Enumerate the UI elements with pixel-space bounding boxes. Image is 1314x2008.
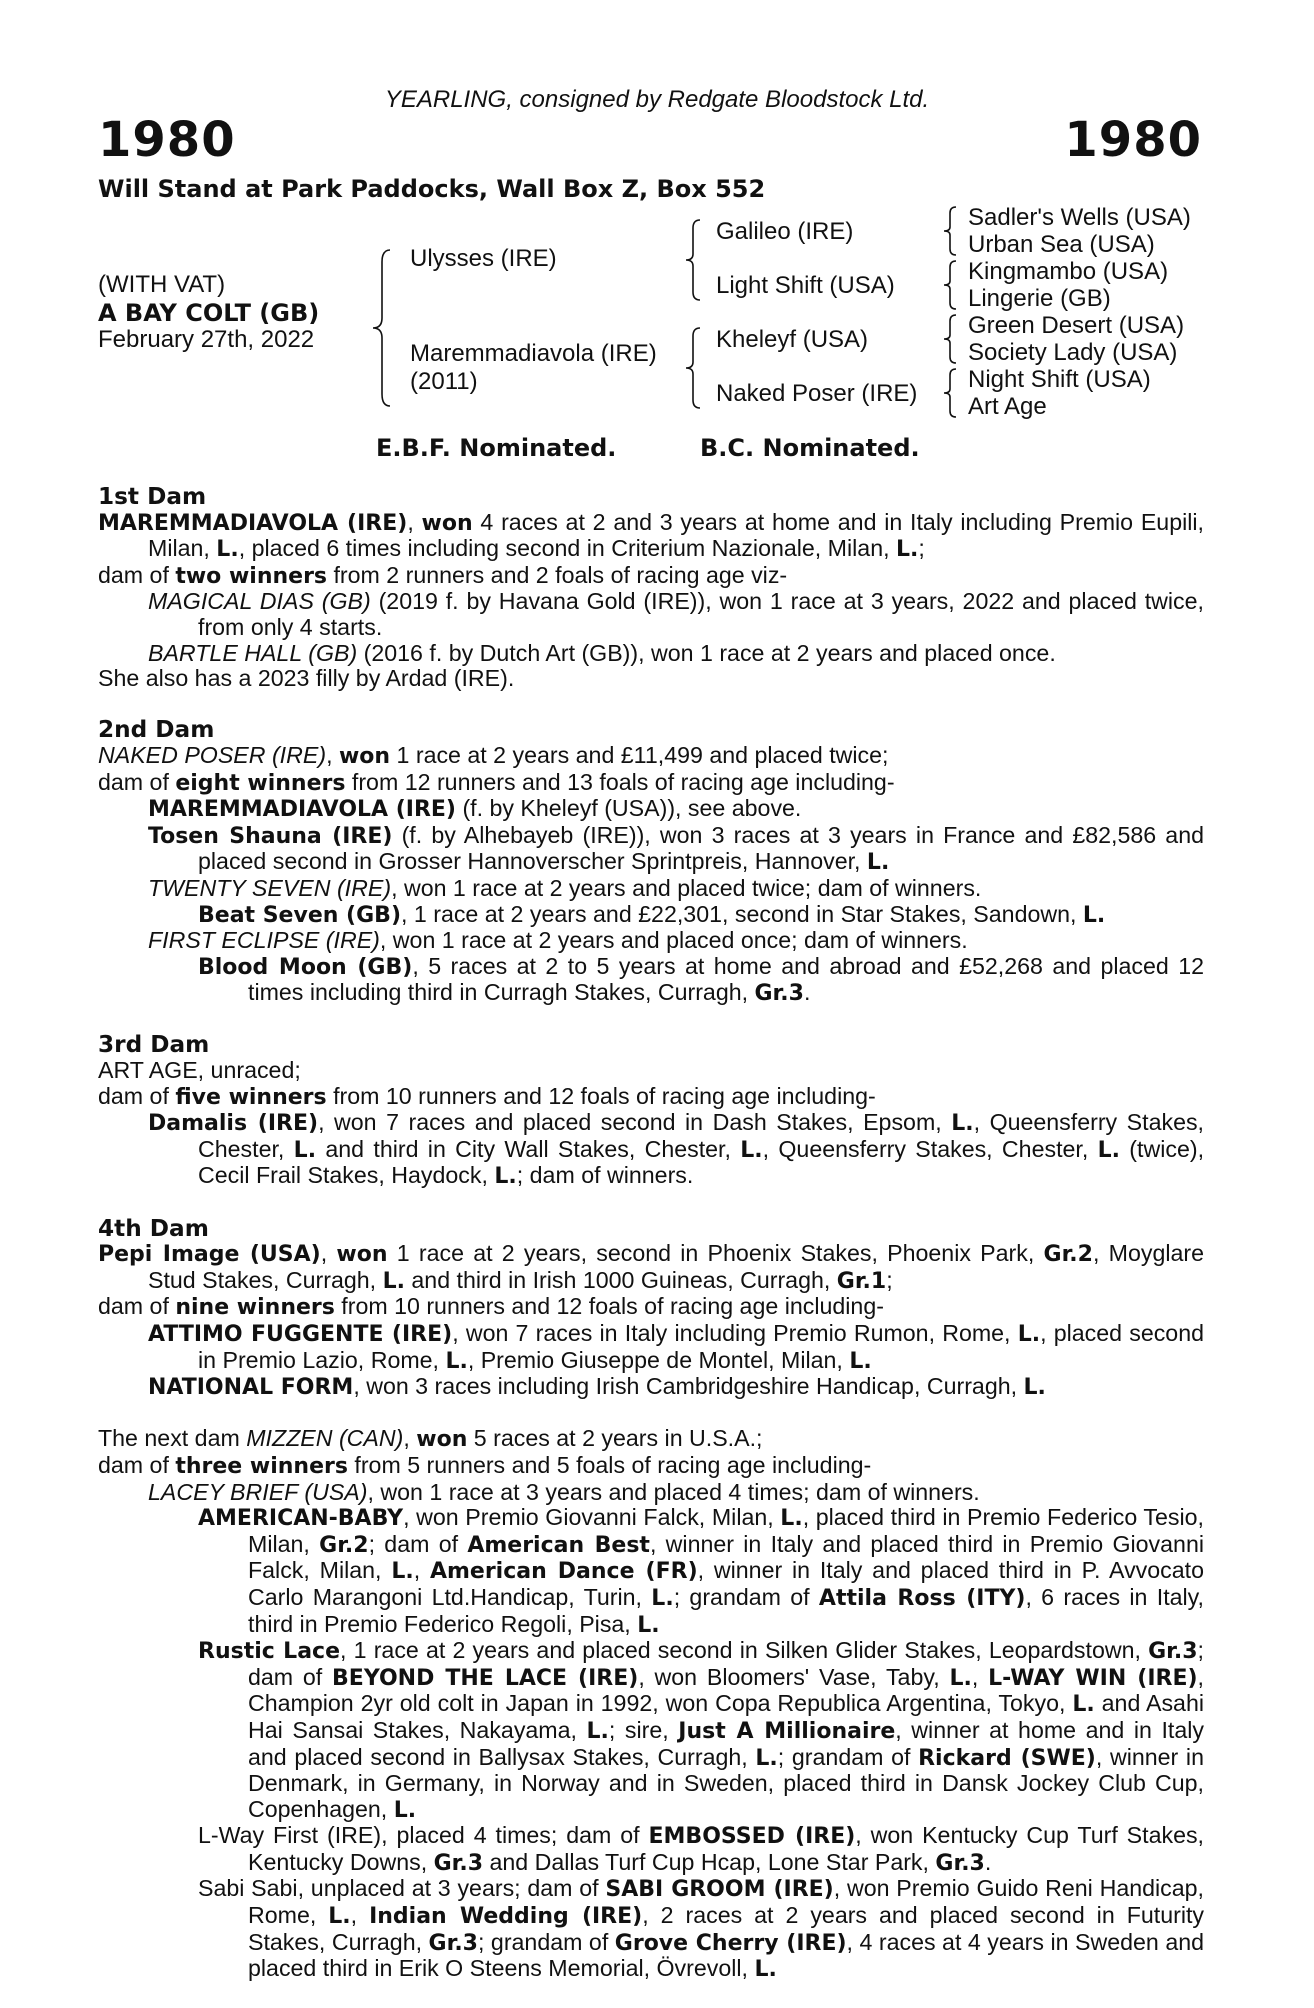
lot-number-right: 1980 bbox=[1064, 112, 1202, 168]
brace-g2 bbox=[942, 259, 958, 311]
dam-section bbox=[98, 1426, 1204, 1982]
dam-section bbox=[98, 484, 1204, 692]
section-heading: 1st Dam bbox=[98, 483, 207, 510]
brace-main bbox=[370, 248, 392, 408]
vat-note: (WITH VAT) bbox=[98, 271, 226, 298]
produce-entry: Damalis (IRE), won 7 races and placed second in Dash Stakes, Epsom, L., Queensferry Stakes, Chester, L. and third in City Wall Stakes, Chester, L., Queensferry Stakes, Chester, L. (twice), Cecil Frail Stakes, Haydock, L.; dam of winners. bbox=[148, 1109, 1205, 1190]
sire-sire: Galileo (IRE) bbox=[716, 218, 854, 245]
bc-nomination: B.C. Nominated. bbox=[700, 434, 920, 462]
produce-entry: AMERICAN-BABY, won Premio Giovanni Falck, Milan, L., placed third in Premio Federico Tesio, Milan, Gr.2; dam of American Best, winner in Italy and placed third in Premio Giovanni Falck, Milan, L., American Dance (FR), winner in Italy and placed third in P. Avvocato Carlo Marangoni Ltd.Handicap, Turin, L.; grandam of Attila Ross (ITY), 6 races in Italy, third in Premio Federico Regoli, Pisa, L. bbox=[198, 1504, 1204, 1638]
foaling-date: February 27th, 2022 bbox=[98, 326, 315, 353]
ancestor-3: Kingmambo (USA) bbox=[968, 258, 1169, 285]
dam-dam: Naked Poser (IRE) bbox=[716, 380, 918, 407]
brace-sire bbox=[684, 218, 702, 302]
consignment-line: YEARLING, consigned by Redgate Bloodstock Ltd. bbox=[384, 86, 930, 113]
produce-entry: ART AGE, unraced; bbox=[98, 1057, 301, 1084]
section-heading: 2nd Dam bbox=[98, 716, 215, 744]
produce-entry: dam of three winners from 5 runners and 5 foals of racing age including- bbox=[98, 1451, 872, 1479]
ancestor-8: Art Age bbox=[968, 393, 1047, 420]
ancestor-7: Night Shift (USA) bbox=[968, 366, 1151, 393]
dam-section bbox=[98, 1032, 1204, 1190]
produce-entry: BARTLE HALL (GB) (2016 f. by Dutch Art (GB)), won 1 race at 2 years and placed once. bbox=[148, 639, 1056, 666]
produce-entry: NAKED POSER (IRE), won 1 race at 2 years and £11,499 and placed twice; bbox=[98, 741, 889, 769]
produce-entry: MAREMMADIAVOLA (IRE), won 4 races at 2 and 3 years at home and in Italy including Premio Eupili, Milan, L., placed 6 times including second in Criterium Nazionale, Milan, L.; bbox=[98, 508, 1204, 563]
produce-entry: NATIONAL FORM, won 3 races including Irish Cambridgeshire Handicap, Curragh, L. bbox=[148, 1373, 1046, 1401]
produce-entry: dam of nine winners from 10 runners and 12 foals of racing age including- bbox=[98, 1293, 884, 1321]
ebf-nomination: E.B.F. Nominated. bbox=[376, 434, 617, 462]
produce-entry: ATTIMO FUGGENTE (IRE), won 7 races in Italy including Premio Rumon, Rome, L., placed second in Premio Lazio, Rome, L., Premio Giuseppe de Montel, Milan, L. bbox=[148, 1320, 1204, 1374]
ancestor-5: Green Desert (USA) bbox=[968, 312, 1185, 339]
stand-location: Will Stand at Park Paddocks, Wall Box Z, Box 552 bbox=[98, 175, 766, 203]
ancestor-4: Lingerie (GB) bbox=[968, 285, 1111, 312]
produce-entry: TWENTY SEVEN (IRE), won 1 race at 2 years and placed twice; dam of winners. bbox=[148, 874, 982, 901]
ancestor-6: Society Lady (USA) bbox=[968, 339, 1178, 366]
section-heading: 4th Dam bbox=[98, 1214, 209, 1242]
produce-entry: dam of five winners from 10 runners and 12 foals of racing age including- bbox=[98, 1082, 876, 1110]
produce-entry: Blood Moon (GB), 5 races at 2 to 5 years at home and abroad and £52,268 and placed 12 times including third in Curragh Stakes, Curragh, Gr.3. bbox=[198, 952, 1204, 1007]
produce-entry: The next dam MIZZEN (CAN), won 5 races at 2 years in U.S.A.; bbox=[98, 1425, 763, 1453]
produce-entry: L-Way First (IRE), placed 4 times; dam of EMBOSSED (IRE), won Kentucky Cup Turf Stakes, Kentucky Downs, Gr.3 and Dallas Turf Cup Hcap, Lone Star Park, Gr.3. bbox=[198, 1822, 1204, 1876]
dam-section bbox=[98, 717, 1204, 1007]
produce-entry: Tosen Shauna (IRE) (f. by Alhebayeb (IRE)), won 3 races at 3 years in France and £82,586 and placed second in Grosser Hannoverscher Sprintpreis, Hannover, L. bbox=[148, 821, 1204, 876]
produce-entry: dam of eight winners from 12 runners and 13 foals of racing age including- bbox=[98, 768, 895, 796]
dam-section bbox=[98, 1216, 1204, 1401]
produce-entry: dam of two winners from 2 runners and 2 foals of racing age viz- bbox=[98, 561, 788, 589]
produce-entry: LACEY BRIEF (USA), won 1 race at 3 years and placed 4 times; dam of winners. bbox=[148, 1478, 980, 1505]
brace-g3 bbox=[942, 313, 958, 365]
ancestor-1: Sadler's Wells (USA) bbox=[968, 204, 1191, 231]
dam-sire: Kheleyf (USA) bbox=[716, 326, 869, 353]
lot-number-left: 1980 bbox=[98, 112, 236, 168]
produce-record bbox=[98, 484, 1204, 2008]
produce-entry: MAREMMADIAVOLA (IRE) (f. by Kheleyf (USA)), see above. bbox=[148, 795, 802, 823]
produce-entry: She also has a 2023 filly by Ardad (IRE). bbox=[98, 665, 515, 692]
brace-g4 bbox=[942, 367, 958, 419]
produce-entry: MAGICAL DIAS (GB) (2019 f. by Havana Gold (IRE)), won 1 race at 3 years, 2022 and placed twice, from only 4 starts. bbox=[148, 588, 1204, 640]
produce-entry: FIRST ECLIPSE (IRE), won 1 race at 2 years and placed once; dam of winners. bbox=[148, 927, 968, 954]
section-heading: 3rd Dam bbox=[98, 1031, 210, 1059]
ancestor-2: Urban Sea (USA) bbox=[968, 231, 1155, 258]
produce-entry: Beat Seven (GB), 1 race at 2 years and £22,301, second in Star Stakes, Sandown, L. bbox=[198, 900, 1106, 928]
produce-entry: Rustic Lace, 1 race at 2 years and placed second in Silken Glider Stakes, Leopardstown, Gr.3; dam of BEYOND THE LACE (IRE), won Bloomers' Vase, Taby, L., L-WAY WIN (IRE), Champion 2yr old colt in Japan in 1992, won Copa Republica Argentina, Tokyo, L. and Asahi Hai Sansai Stakes, Nakayama, L.; sire, Just A Millionaire, winner at home and in Italy and placed second in Ballysax Stakes, Curragh, L.; grandam of Rickard (SWE), winner in Denmark, in Germany, in Norway and in Sweden, placed third in Dansk Jockey Club Cup, Copenhagen, L. bbox=[198, 1637, 1204, 1823]
brace-dam bbox=[684, 326, 702, 410]
sire-dam: Light Shift (USA) bbox=[716, 272, 895, 299]
produce-entry: Pepi Image (USA), won 1 race at 2 years, second in Phoenix Stakes, Phoenix Park, Gr.2, Moyglare Stud Stakes, Curragh, L. and third in Irish 1000 Guineas, Curragh, Gr.1; bbox=[98, 1240, 1205, 1294]
dam-year: (2011) bbox=[410, 368, 478, 395]
dam: Maremmadiavola (IRE) bbox=[410, 340, 657, 367]
produce-entry: Sabi Sabi, unplaced at 3 years; dam of SABI GROOM (IRE), won Premio Guido Reni Handicap, Rome, L., Indian Wedding (IRE), 2 races at 2 years and placed second in Futurity Stakes, Curragh, Gr.3; grandam of Grove Cherry (IRE), 4 races at 4 years in Sweden and placed third in Erik O Steens Memorial, Övrevoll, L. bbox=[198, 1875, 1205, 1983]
sire: Ulysses (IRE) bbox=[410, 245, 557, 272]
brace-g1 bbox=[942, 205, 958, 257]
lot-name: A BAY COLT (GB) bbox=[98, 299, 320, 327]
